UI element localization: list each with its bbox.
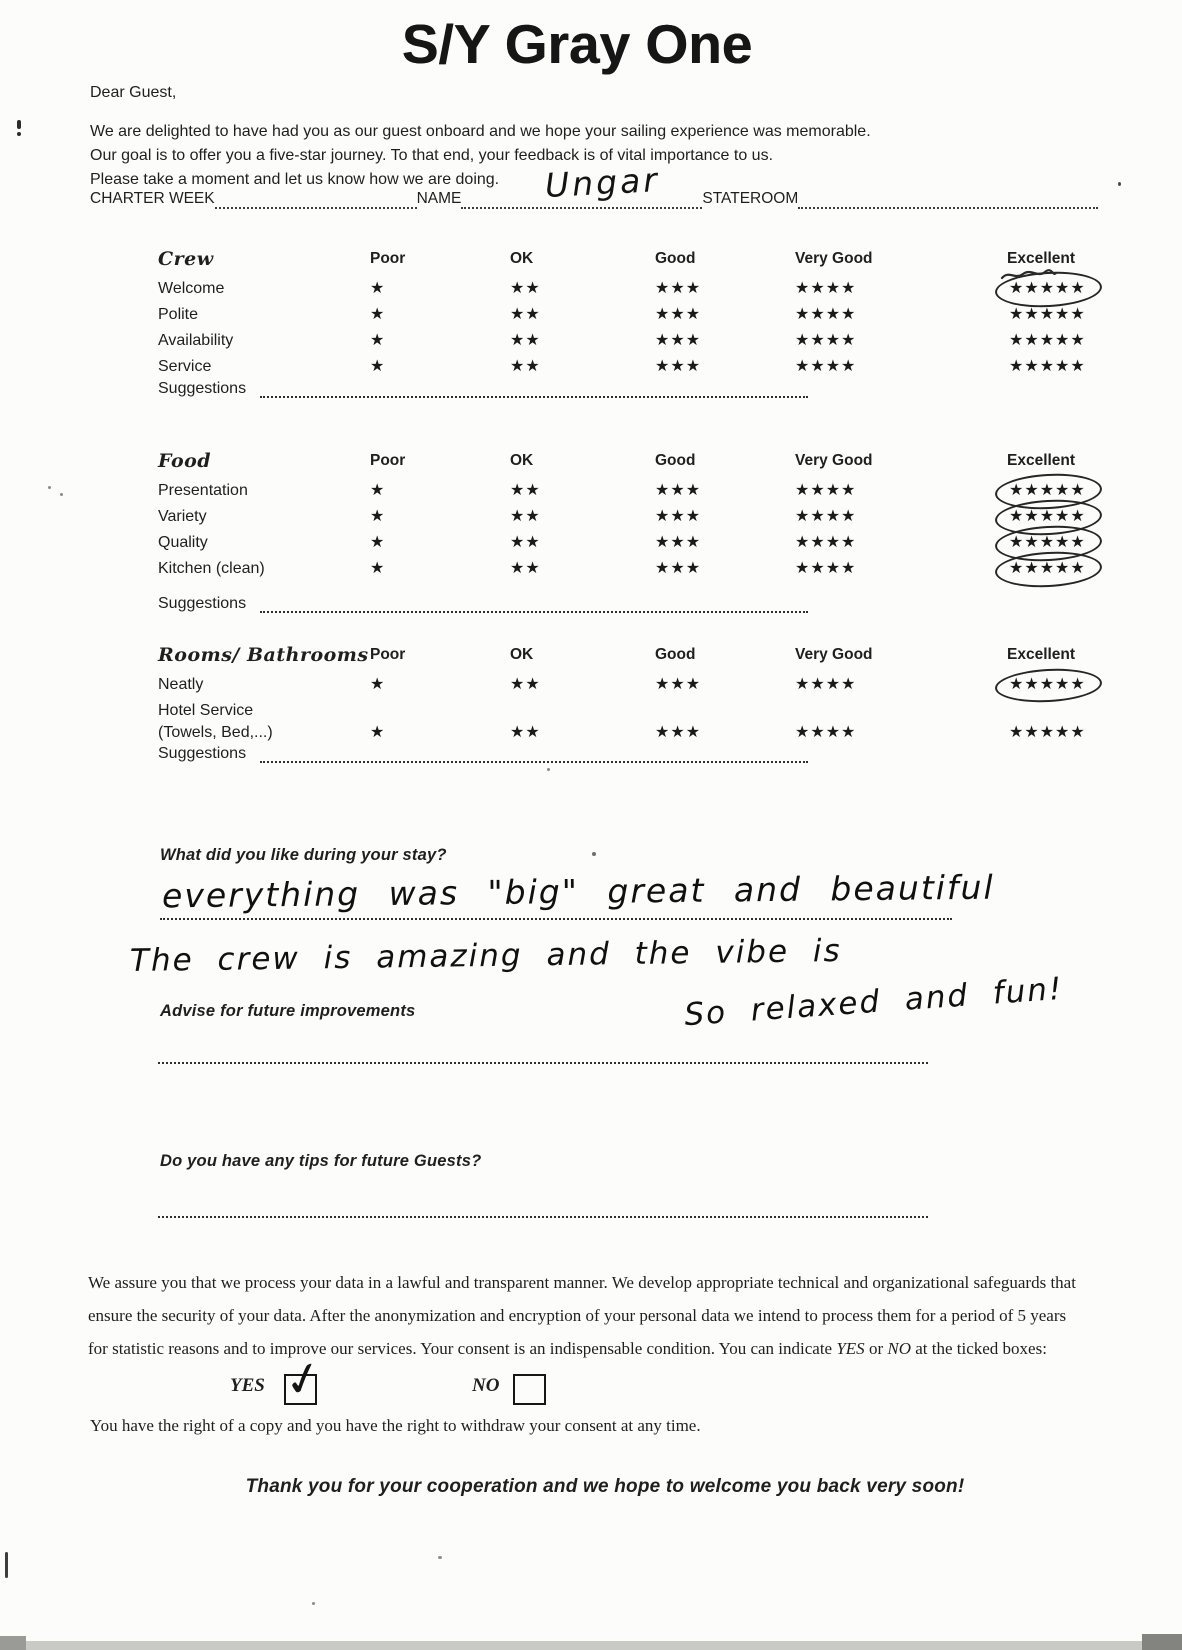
rooms-section-title: Rooms/ Bathrooms: [158, 644, 369, 666]
rating-cell[interactable]: ★★★★: [795, 724, 857, 741]
rating-cell[interactable]: ★★★★: [795, 534, 857, 551]
rating-cell[interactable]: ★★★★★: [1009, 332, 1086, 349]
question-tips-label: Do you have any tips for future Guests?: [160, 1152, 482, 1170]
rating-cell[interactable]: ★: [370, 676, 386, 693]
rating-cell[interactable]: ★: [370, 306, 386, 323]
rating-header-very-good: Very Good: [795, 452, 873, 469]
rating-cell-selected[interactable]: ★★★★★: [1007, 506, 1177, 532]
scan-artifact: [17, 120, 21, 129]
rooms-suggestions: [158, 745, 808, 763]
rating-cell[interactable]: ★★: [510, 560, 541, 577]
rating-cell-selected[interactable]: ★★★★★: [1007, 558, 1177, 584]
scan-artifact: [438, 1556, 442, 1559]
intro-line: Please take a moment and let us know how we are doing.: [90, 171, 500, 188]
consent-line: for statistic reasons and to improve our services. Your consent is an indispensable condition. You can indicate YES or NO at the ticked boxes:: [88, 1339, 1047, 1358]
rating-cell[interactable]: ★★: [510, 482, 541, 499]
stateroom-label: STATEROOM: [702, 190, 799, 207]
rating-cell[interactable]: ★: [370, 280, 386, 297]
like-answer-line[interactable]: [160, 918, 952, 920]
rating-cell[interactable]: ★★★: [655, 280, 702, 297]
rating-cell[interactable]: ★★★: [655, 306, 702, 323]
suggestions-label: Suggestions: [158, 380, 247, 397]
question-like-label: What did you like during your stay?: [160, 846, 447, 864]
rating-header-ok: OK: [510, 250, 534, 267]
rating-cell[interactable]: ★★★★★: [1009, 306, 1086, 323]
rating-cell-selected[interactable]: ★★★★★: [1009, 676, 1086, 693]
row-label-neatly: Neatly: [158, 676, 204, 693]
intro-paragraph: [90, 120, 871, 192]
rating-cell[interactable]: ★★: [510, 280, 541, 297]
consent-line: ensure the security of your data. After the anonymization and encryption of your personal data we intend to process them for a period of 5 years: [88, 1306, 1067, 1325]
rating-cell[interactable]: ★★★: [655, 508, 702, 525]
handwritten-squiggle: [1000, 268, 1058, 282]
charter-week-field[interactable]: [215, 193, 417, 209]
rating-cell[interactable]: ★★★: [655, 560, 702, 577]
row-label-variety: Variety: [158, 508, 207, 525]
crew-section-title: Crew: [158, 248, 214, 270]
rating-cell[interactable]: ★: [370, 560, 386, 577]
scan-artifact: [60, 493, 63, 496]
improve-answer-line[interactable]: [158, 1062, 928, 1064]
food-rating-table: [158, 450, 1177, 584]
rating-header-very-good: Very Good: [795, 646, 873, 663]
closing-message: Thank you for your cooperation and we hope to welcome you back very soon!: [245, 1476, 965, 1497]
rating-cell-selected[interactable]: ★★★★★: [1007, 480, 1177, 506]
rating-cell[interactable]: ★★★★: [795, 332, 857, 349]
consent-line: We assure you that we process your data in a lawful and transparent manner. We develop appropriate technical and organizational safeguards that: [88, 1273, 1076, 1292]
page-title: S/Y Gray One: [401, 13, 753, 75]
name-label: NAME: [416, 190, 462, 207]
rating-cell[interactable]: ★★: [510, 676, 541, 693]
food-section-title: Food: [158, 450, 212, 472]
rating-header-ok: OK: [510, 646, 534, 663]
rating-header-good: Good: [655, 250, 696, 267]
no-label: NO: [472, 1375, 500, 1396]
rating-cell-selected[interactable]: ★★★★★: [1007, 532, 1177, 558]
row-label-service: Service: [158, 358, 212, 375]
rating-cell[interactable]: ★★: [510, 724, 541, 741]
row-label-polite: Polite: [158, 306, 199, 323]
rating-header-very-good: Very Good: [795, 250, 873, 267]
row-label-hotel-service: Hotel Service: [158, 702, 254, 719]
handwritten-name: Ungar: [544, 160, 662, 205]
scan-artifact: [5, 1552, 8, 1578]
rating-cell[interactable]: ★★: [510, 332, 541, 349]
row-label-presentation: Presentation: [158, 482, 248, 499]
scan-artifact: [17, 132, 21, 136]
rating-cell[interactable]: ★★★: [655, 534, 702, 551]
rights-statement: You have the right of a copy and you have the right to withdraw your consent at any time.: [90, 1416, 701, 1435]
rating-cell[interactable]: ★★★: [655, 358, 702, 375]
consent-paragraph: [88, 1266, 1090, 1365]
rating-header-excellent: Excellent: [1007, 250, 1076, 267]
rating-cell[interactable]: ★: [370, 508, 386, 525]
rating-cell[interactable]: ★★: [510, 508, 541, 525]
rooms-suggestions-line[interactable]: [260, 761, 808, 763]
scan-edge: [0, 1641, 1182, 1650]
food-suggestions: [158, 595, 808, 613]
no-checkbox[interactable]: [513, 1374, 546, 1405]
question-improve-label: Advise for future improvements: [160, 1002, 416, 1020]
suggestions-label: Suggestions: [158, 595, 247, 612]
charter-week-label: CHARTER WEEK: [90, 190, 215, 207]
rating-header-poor: Poor: [370, 646, 406, 663]
scan-artifact: [592, 852, 596, 856]
rating-cell[interactable]: ★★★★: [795, 482, 857, 499]
handwritten-answer-1: everything was "big" great and beautiful: [161, 867, 995, 916]
rating-cell[interactable]: ★★★: [655, 332, 702, 349]
rating-cell[interactable]: ★★★: [655, 676, 702, 693]
tips-answer-line[interactable]: [158, 1216, 928, 1218]
rating-cell[interactable]: ★★★: [655, 482, 702, 499]
rating-header-poor: Poor: [370, 250, 406, 267]
salutation: Dear Guest,: [90, 84, 177, 101]
row-label-kitchen: Kitchen (clean): [158, 560, 265, 577]
circled-rating[interactable]: ★★★★★: [1007, 278, 1088, 300]
rating-cell[interactable]: ★★★★★: [1009, 724, 1086, 741]
rating-cell[interactable]: ★★★★: [795, 358, 857, 375]
rating-cell[interactable]: ★: [370, 358, 386, 375]
handwritten-answer-3: So relaxed and fun!: [683, 970, 1065, 1034]
rating-header-excellent: Excellent: [1007, 452, 1076, 469]
rating-cell[interactable]: ★: [370, 534, 386, 551]
rating-cell[interactable]: ★★★★: [795, 306, 857, 323]
rating-cell[interactable]: ★★★★★: [1009, 358, 1086, 375]
check-mark-icon: ✓: [278, 1348, 329, 1410]
rating-cell[interactable]: ★★★★: [795, 560, 857, 577]
rating-cell[interactable]: ★★★★: [795, 508, 857, 525]
yes-label: YES: [230, 1375, 265, 1396]
scan-artifact: [48, 486, 51, 489]
row-label-towels-bed: (Towels, Bed,...): [158, 724, 273, 741]
scan-edge: [1142, 1634, 1182, 1650]
rating-cell[interactable]: ★: [370, 482, 386, 499]
name-field[interactable]: [461, 160, 702, 209]
row-label-welcome: Welcome: [158, 280, 225, 297]
scan-edge: [0, 1636, 26, 1650]
rating-header-poor: Poor: [370, 452, 406, 469]
rating-header-ok: OK: [510, 452, 534, 469]
crew-suggestions: [158, 380, 808, 398]
rating-cell[interactable]: ★★: [510, 358, 541, 375]
rating-cell[interactable]: ★: [370, 724, 386, 741]
scan-artifact: [547, 768, 550, 771]
no-word: NO: [887, 1339, 911, 1358]
rating-cell[interactable]: ★★★★: [795, 280, 857, 297]
handwritten-answer-2: The crew is amazing and the vibe is: [129, 933, 842, 979]
rating-header-good: Good: [655, 452, 696, 469]
row-label-quality: Quality: [158, 534, 208, 551]
crew-suggestions-line[interactable]: [260, 396, 808, 398]
rating-cell[interactable]: ★: [370, 332, 386, 349]
scan-artifact: [1118, 182, 1121, 186]
rating-header-excellent: Excellent: [1007, 646, 1076, 663]
rating-cell[interactable]: ★★: [510, 306, 541, 323]
rating-cell[interactable]: ★★: [510, 534, 541, 551]
food-suggestions-line[interactable]: [260, 611, 808, 613]
row-label-availability: Availability: [158, 332, 234, 349]
scan-artifact: [312, 1602, 315, 1605]
intro-line: We are delighted to have had you as our guest onboard and we hope your sailing experience was memorable.: [90, 123, 871, 140]
rating-cell[interactable]: ★★★: [655, 724, 702, 741]
rating-cell[interactable]: ★★★★: [795, 676, 857, 693]
rating-header-good: Good: [655, 646, 696, 663]
suggestions-label: Suggestions: [158, 745, 247, 762]
rooms-rating-table: [158, 645, 1177, 745]
yes-checkbox[interactable]: [278, 1348, 329, 1410]
intro-line: Our goal is to offer you a five-star journey. To that end, your feedback is of vital importance to us.: [90, 147, 774, 164]
stateroom-field[interactable]: [798, 193, 1098, 209]
yes-word: YES: [836, 1339, 865, 1358]
